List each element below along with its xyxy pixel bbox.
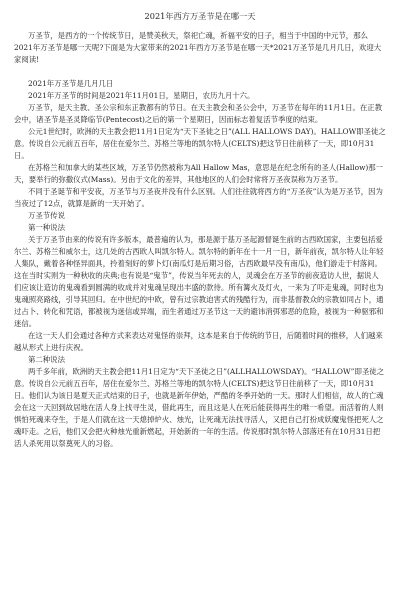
body-paragraph-2: 公元1世纪时，欧洲的天主教会把11月1日定为“天下圣徒之日”(ALL HALLOWS DAY)。HALLOW即圣徒之意。传说自公元前五百年，居住在爱尔兰、苏格兰等地的凯尔特人(CELTS)把这节日往前移了一天，即10月31日。 bbox=[14, 127, 386, 160]
section-heading-legend: 万圣节传说 bbox=[28, 211, 65, 220]
section-heading-date: 2021年万圣节是几月几日 bbox=[28, 79, 114, 88]
body-paragraph-3: 在苏格兰和加拿大的某些区域，万圣节仍然被称为All Hallow Mas，意思是在纪念所有的圣人(Hallow)那一天，要举行的弥撒仪式(Mass)。另由于文化的差异，其他地区的人们会时常将万圣夜误称为万圣节。 bbox=[14, 163, 384, 184]
body-paragraph-4: 不同于圣诞节和平安夜，万圣节与万圣夜并没有什么区别。人们往往就将西方的“万圣夜”认为是万圣节，因为当夜过了12点，就算是新的一天开始了。 bbox=[14, 187, 383, 208]
body-paragraph-5: 关于万圣节由来的传说有许多版本，最普遍的认为，那是源于基万圣起源督诞生前的古西欧国家，主要包括爱尔兰、苏格兰和威尔士，这几处的古西欧人叫凯尔特人。凯尔特的新年在十一月一日，新年前夜，凯尔特人让年轻人集队，戴着各种怪异面具，拎着刻好的萝卜灯(南瓜灯是后期习俗，古西欧最早没有南瓜)，他们游走于村落间。这在当时实则为一种秋收的庆典;也有说是“鬼节”，传说当年死去的人，灵魂会在万圣节的前夜造访人世，据说人们应该让造访的鬼魂看到圆满的收成并对鬼魂呈现出丰盛的款待。所有篝火及灯火，一来为了吓走鬼魂，同时也为鬼魂照亮路线，引导其回归。在中世纪的中欧，曾有过宗教迫害式的残酷行为，而非基督教众的宗教如同占卜，通过占卜、转化和咒语，都被视为迷信或异端，而生者通过万圣节这一天的避讳消弭邪恶的危险，被视为一种驱邪和迷信。 bbox=[14, 235, 384, 328]
body-paragraph-5b: 在这一天人们会通过各种方式来表达对鬼怪的崇拜，这本是来自于传统的节日，后随着时间的推移，人们越来越从形式上进行庆祝。 bbox=[14, 331, 383, 352]
body-paragraph-1: 万圣节，是天主教、圣公宗和东正教都有的节日。在天主教会和圣公会中，万圣节在每年的11月1日。在正教会中，诸圣节是圣灵降临节(Pentecost)之后的第一个星期日，因而标志着复活节季度的结束。 bbox=[14, 103, 383, 124]
body-paragraph-6: 两千多年前，欧洲的天主教会把11月1日定为“天下圣徒之日”(ALLHALLOWSDAY)。“HALLOW”即圣徒之意。传说自公元前五百年，居住在爱尔兰、苏格兰等地的凯尔特人(CELTS)把这节日往前移了一天，即10月31日。他们认为该日是夏天正式结束的日子，也就是新年伊始，严酷的冬季开始的一天。那时人们相信，故人的亡魂会在这一天回到故居地在活人身上找寻生灵，借此再生，而且这是人在死后能获得再生的唯一希望。而活着的人则惧怕死魂来夺生，于是人们就在这一天熄掉炉火、烛光，让死魂无法找寻活人，又把自己打扮成妖魔鬼怪把死人之魂吓走。之后，他们又会把火种烛光重新燃起，开始新的一年的生活。传说那时凯尔特人部落还有在10月31日把活人杀死用以祭奠死人的习俗。 bbox=[14, 367, 385, 448]
intro-paragraph: 万圣节，是西方的一个传统节日，是赞美秋天，祭祀亡魂，祈福平安的日子，相当于中国的中元节，那么2021年万圣节是哪一天呢?下面是为大家带来的2021年西方万圣节是在哪一天*2021万圣节是几月几日，欢迎大家阅读! bbox=[14, 31, 382, 64]
page-title: 2021年西方万圣节是在哪一天 bbox=[144, 11, 256, 21]
date-paragraph: 2021年万圣节的时间是2021年11月01日，星期日，农历九月十六。 bbox=[28, 91, 255, 100]
spacer bbox=[14, 66, 386, 78]
subheading-first: 第一种说法 bbox=[28, 223, 65, 232]
subheading-second: 第二种说法 bbox=[28, 355, 65, 364]
